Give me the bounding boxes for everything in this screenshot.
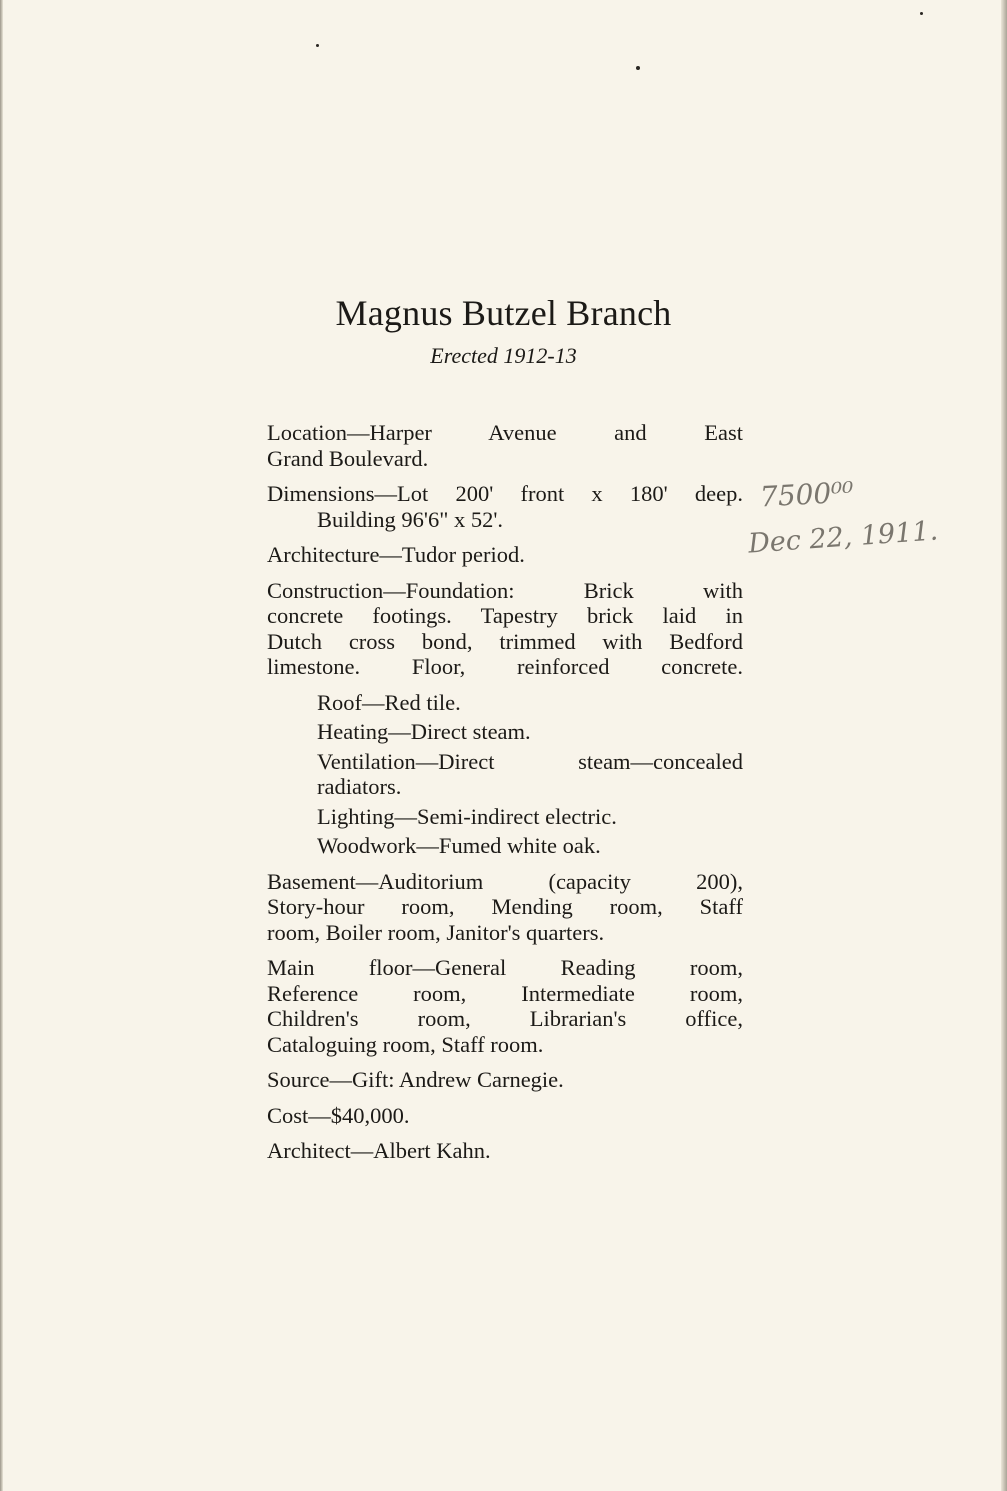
- main-floor-line-2: Reference room, Intermediate room,: [267, 980, 743, 1006]
- source-entry: Source—Gift: Andrew Carnegie.: [267, 1067, 564, 1092]
- dimensions-entry: [267, 481, 743, 532]
- construction-line-4: limestone. Floor, reinforced concrete.: [267, 654, 743, 679]
- construction-line-2: concrete footings. Tapestry brick laid in: [267, 603, 743, 628]
- branch-details: [267, 420, 743, 1174]
- architecture-line: Architecture—Tudor period.: [267, 542, 525, 567]
- main-floor-line-1: Main floor—General Reading room,: [267, 955, 743, 980]
- architect-entry: Architect—Albert Kahn.: [267, 1138, 491, 1163]
- ventilation-line-1: Ventilation—Direct steam—concealed: [317, 748, 743, 774]
- page-edge-left: [0, 0, 3, 1491]
- cost-entry: Cost—$40,000.: [267, 1102, 410, 1128]
- construction-subentries: [267, 690, 743, 859]
- architecture-entry: [267, 542, 743, 568]
- woodwork-entry: Woodwork—Fumed white oak.: [317, 833, 601, 858]
- main-floor-line-4: Cataloguing room, Staff room.: [267, 1031, 544, 1057]
- location-entry: [267, 420, 743, 471]
- handwritten-amount: 7500⁰⁰: [759, 475, 855, 514]
- roof-entry: Roof—Red tile.: [317, 689, 461, 715]
- main-floor-line-3: Children's room, Librarian's office,: [267, 1006, 743, 1031]
- ventilation-line-2: radiators.: [317, 774, 402, 799]
- ink-speck: [636, 66, 640, 70]
- construction-entry: [267, 578, 743, 680]
- page-title: Magnus Butzel Branch: [335, 293, 672, 333]
- basement-line-2: Story-hour room, Mending room, Staff: [267, 894, 743, 919]
- page-subtitle: Erected 1912-13: [430, 343, 577, 368]
- ink-speck: [920, 12, 923, 15]
- ink-speck: [316, 44, 319, 47]
- basement-line-1: Basement—Auditorium (capacity 200),: [267, 868, 743, 894]
- dimensions-line-2: Building 96'6" x 52'.: [317, 506, 504, 532]
- location-line-2: Grand Boulevard.: [267, 445, 429, 471]
- heating-entry: Heating—Direct steam.: [317, 719, 531, 744]
- main-floor-entry: [267, 955, 743, 1057]
- handwritten-date: Dec 22, 1911.: [747, 515, 940, 560]
- construction-line-1: Construction—Foundation: Brick with: [267, 577, 743, 603]
- ventilation-entry: [317, 749, 743, 800]
- lighting-entry: Lighting—Semi-indirect electric.: [317, 803, 617, 829]
- basement-entry: [267, 869, 743, 946]
- dimensions-line-1: Dimensions—Lot 200' front x 180' deep.: [267, 481, 743, 506]
- basement-line-3: room, Boiler room, Janitor's quarters.: [267, 919, 605, 945]
- location-line-1: Location—Harper Avenue and East: [267, 420, 743, 445]
- construction-line-3: Dutch cross bond, trimmed with Bedford: [267, 628, 743, 654]
- page-edge-right: [1001, 0, 1007, 1491]
